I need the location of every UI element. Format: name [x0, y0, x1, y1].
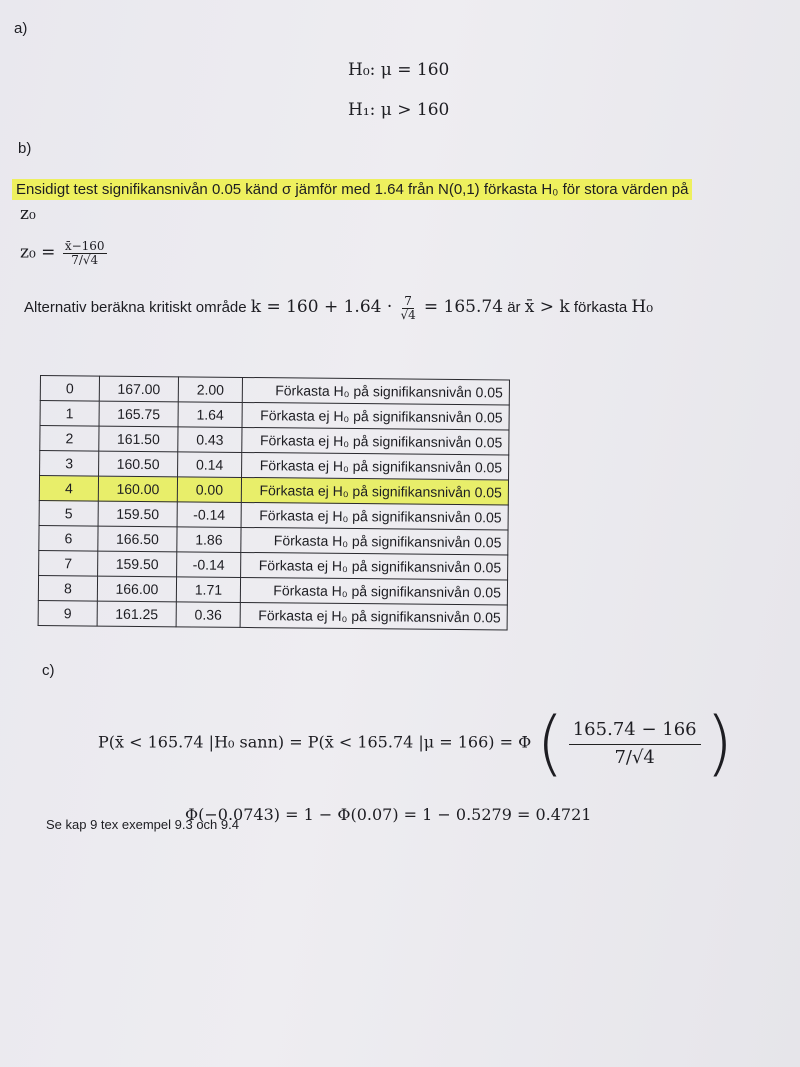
table-row — [38, 600, 507, 630]
z-value: 1.86 — [177, 527, 241, 553]
sample-mean: 167.00 — [99, 376, 178, 402]
test-result: Förkasta ej H₀ på signifikansnivån 0.05 — [241, 552, 508, 580]
null-hypothesis: H₀: μ = 160 — [348, 60, 450, 80]
alt-fraction-numerator: 7 — [404, 294, 412, 308]
alt-text-mid: är — [507, 299, 521, 317]
phi-fraction-numerator: 165.74 − 166 — [569, 719, 701, 745]
z0-label: z₀ — [20, 204, 36, 224]
z-value: 0.00 — [177, 477, 241, 503]
test-result: Förkasta H₀ på signifikansnivån 0.05 — [242, 377, 509, 405]
z-value: 0.36 — [176, 602, 240, 628]
book-reference: Se kap 9 tex exempel 9.3 och 9.4 — [46, 817, 239, 832]
alt-text-start: Alternativ beräkna kritiskt område — [24, 299, 247, 317]
right-paren: ) — [705, 702, 734, 784]
test-result: Förkasta H₀ på signifikansnivån 0.05 — [240, 577, 507, 605]
test-result: Förkasta ej H₀ på signifikansnivån 0.05 — [242, 452, 509, 480]
part-c-label: c) — [42, 662, 55, 679]
sample-mean: 160.50 — [99, 451, 178, 477]
row-index: 8 — [38, 575, 97, 601]
alternative-critical-region — [24, 295, 653, 321]
row-index: 3 — [40, 451, 99, 477]
row-index: 4 — [39, 476, 98, 502]
sample-mean: 161.25 — [97, 601, 176, 627]
z-value: 2.00 — [178, 377, 242, 403]
row-index: 5 — [39, 500, 98, 526]
z-value: -0.14 — [177, 502, 241, 528]
probability-lhs: P(x̄ < 165.74 |H₀ sann) = P(x̄ < 165.74 |μ = 166) = Φ — [98, 732, 532, 752]
test-description — [12, 181, 692, 198]
alt-text-end: förkasta — [573, 299, 628, 317]
test-result: Förkasta ej H₀ på signifikansnivån 0.05 — [241, 477, 508, 505]
z-value: 1.64 — [178, 402, 242, 428]
part-a-label: a) — [14, 20, 28, 37]
z0-fraction — [63, 240, 107, 266]
test-result: Förkasta ej H₀ på signifikansnivån 0.05 — [242, 402, 509, 430]
z-value: 0.43 — [178, 427, 242, 453]
part-b-label: b) — [18, 140, 32, 157]
sample-mean: 166.50 — [98, 526, 177, 552]
sample-mean: 166.00 — [97, 576, 176, 602]
alt-formula-d: H₀ — [631, 297, 654, 318]
alt-formula-b: = 165.74 — [423, 297, 504, 318]
test-result: Förkasta ej H₀ på signifikansnivån 0.05 — [242, 427, 509, 455]
alt-formula-a: k = 160 + 1.64 · — [250, 297, 393, 318]
row-index: 2 — [40, 426, 99, 452]
alt-formula-c: x̄ > k — [524, 297, 570, 318]
sample-mean: 159.50 — [98, 501, 177, 527]
test-result: Förkasta H₀ på signifikansnivån 0.05 — [241, 527, 508, 555]
sample-mean: 165.75 — [99, 401, 178, 427]
z-value: 1.71 — [176, 577, 240, 603]
left-paren: ( — [536, 702, 564, 784]
z0-fraction-denominator: 7/√4 — [71, 252, 99, 267]
z0-fraction-numerator: x̄−160 — [64, 239, 105, 253]
sample-mean: 161.50 — [99, 426, 178, 452]
alternative-hypothesis: H₁: μ > 160 — [348, 100, 450, 120]
probability-formula — [98, 702, 734, 784]
z-value: -0.14 — [177, 552, 241, 578]
highlighted-sentence: Ensidigt test signifikansnivån 0.05 känd σ jämför med 1.64 från N(0,1) förkasta H₀ för stora värden på — [12, 179, 692, 200]
test-result: Förkasta ej H₀ på signifikansnivån 0.05 — [241, 502, 508, 530]
row-index: 9 — [38, 600, 97, 626]
row-index: 0 — [40, 376, 99, 402]
z0-formula — [20, 240, 109, 266]
sample-test-table — [38, 375, 510, 631]
row-index: 7 — [39, 550, 98, 576]
sample-test-table-body — [38, 376, 509, 630]
phi-fraction-denominator: 7/√4 — [614, 746, 655, 768]
alt-fraction — [398, 295, 417, 321]
phi-argument-fraction — [569, 719, 701, 768]
row-index: 1 — [40, 401, 99, 427]
z-value: 0.14 — [178, 452, 242, 478]
sample-mean: 160.00 — [98, 476, 177, 502]
row-index: 6 — [39, 525, 98, 551]
test-result: Förkasta ej H₀ på signifikansnivån 0.05 — [240, 602, 507, 630]
z0-formula-lhs: z₀ = — [20, 242, 56, 263]
alt-fraction-denominator: √4 — [400, 307, 416, 322]
sample-mean: 159.50 — [98, 551, 177, 577]
phi-computation: Φ(−0.0743) = 1 − Φ(0.07) = 1 − 0.5279 = 0.4721 — [185, 805, 592, 824]
